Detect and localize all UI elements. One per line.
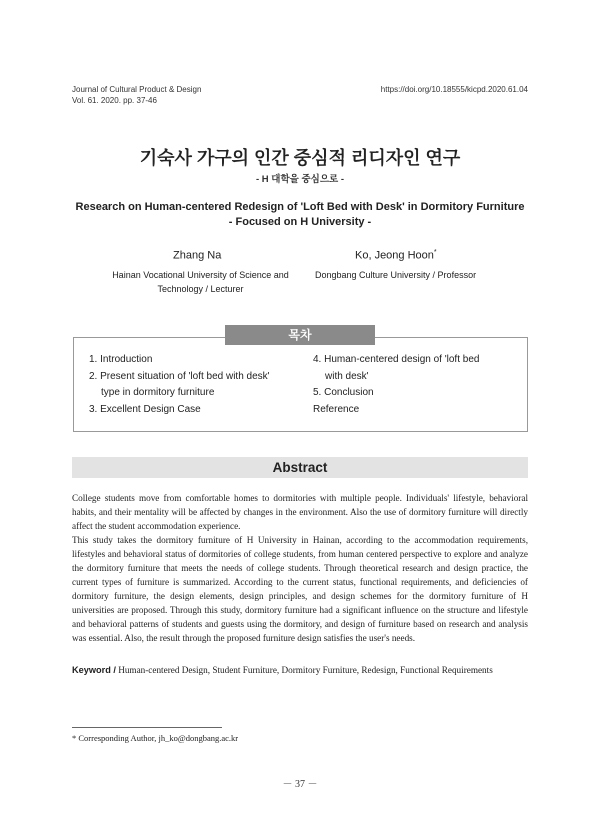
english-title-line2: - Focused on H University - [228, 216, 372, 228]
toc-heading: 목차 [225, 325, 375, 345]
toc-item[interactable]: 2. Present situation of 'loft bed with desk' type in dormitory furniture [89, 370, 270, 398]
keyword-text: Human-centered Design, Student Furniture, Dormitory Furniture, Redesign, Functional Requirements [118, 665, 493, 675]
abstract-paragraph: College students move from comfortable homes to dormitories with multiple people. Individuals' lifestyle, behavioral habits, and their mentality will be affected by changes in the environment. Also the use of dormitory furniture will directly affect the student accommodation experience. [72, 493, 528, 531]
korean-title: 기숙사 가구의 인간 중심적 리디자인 연구 [139, 148, 461, 168]
footnote-corresponding-author: * Corresponding Author, jh_ko@dongbang.ac.kr [72, 733, 239, 743]
doi-link[interactable]: https://doi.org/10.18555/kicpd.2020.61.04 [380, 85, 528, 94]
journal-name: Journal of Cultural Product & Design [72, 85, 202, 94]
corresponding-mark: * [433, 249, 437, 256]
abstract-body [72, 491, 528, 645]
korean-subtitle: - H 대학을 중심으로 - [256, 174, 344, 185]
english-title [0, 200, 600, 230]
journal-volume: Vol. 61. 2020. pp. 37-46 [72, 96, 157, 105]
english-title-line1: Research on Human-centered Redesign of 'Loft Bed with Desk' in Dormitory Furniture [75, 201, 525, 213]
toc-item[interactable]: 5. Conclusion [313, 387, 374, 398]
toc-item[interactable]: Reference [313, 403, 360, 415]
keyword-line [72, 663, 528, 677]
toc-right-column [313, 352, 479, 418]
abstract-paragraph: This study takes the dormitory furniture of H University in Hainan, according to the accommodation requirements, lifestyles and behavioral status of dormitories of college students, from human centered perspective to explore and analyze the dormitory furniture that meets the needs of college students. Through theoretical research and design practice, the current types of furniture is summarized. According to the current status, functional requirements, and deficiencies of dormitory furniture, the design elements, design principles, and design schemes for the dormitory furniture of H universities are proposed. Through this study, dormitory furniture had a significant influence on the structure and lifestyle and behavioral patterns of students and guests using the dormitory, and design of furniture based on research and analysis was essential. Also, the result through the proposed furniture design satisfies the user's needs. [72, 535, 528, 643]
author-2-affiliation: Dongbang Culture University / Professor [315, 270, 477, 280]
abstract-heading: Abstract [72, 457, 528, 478]
footnote-divider [72, 727, 222, 728]
keyword-label: Keyword / [72, 665, 116, 675]
page-number: － 37 － [282, 779, 318, 790]
author-2-name: Ko, Jeong Hoon* [355, 249, 437, 262]
toc-left-column [89, 352, 270, 418]
author-1-affiliation: Hainan Vocational University of Science and Technology / Lecturer [112, 270, 289, 294]
author-1-name: Zhang Na [173, 249, 222, 262]
toc-item[interactable]: 4. Human-centered design of 'loft bed with desk' [313, 354, 480, 382]
journal-header [72, 84, 201, 106]
toc-item[interactable]: 3. Excellent Design Case [89, 403, 201, 415]
toc-item[interactable]: 1. Introduction [89, 354, 153, 365]
